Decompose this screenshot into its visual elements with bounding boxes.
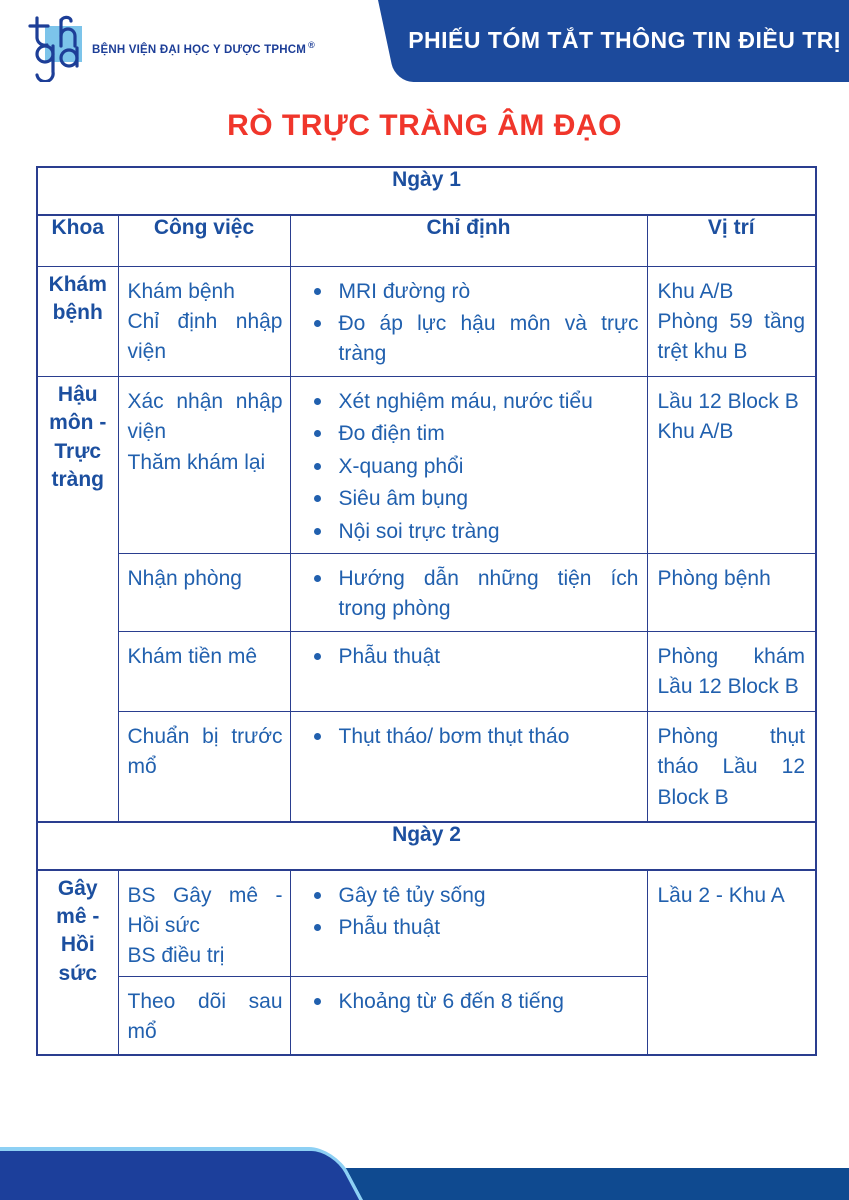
indication-text: X-quang phổi <box>338 454 464 478</box>
indication-text: Phẫu thuật <box>338 645 441 668</box>
bullet-icon <box>314 398 321 405</box>
location-cell <box>647 554 816 632</box>
tasks-cell <box>118 712 290 822</box>
list-item <box>309 419 639 449</box>
column-header-vi-tri: Vị trí <box>647 215 816 266</box>
task-line: Chỉ định nhập viện <box>127 309 283 364</box>
indication-text: Nội soi trực tràng <box>338 519 500 543</box>
bullet-icon <box>314 320 321 327</box>
list-item <box>309 564 639 625</box>
tasks-cell <box>118 554 290 632</box>
location-cell <box>647 712 816 822</box>
tasks-cell <box>118 632 290 712</box>
footer-left-accent-shape <box>0 1147 363 1200</box>
indication-text: Đo áp lực hậu môn và trực tràng <box>338 311 639 366</box>
location-line: Phòng thụt tháo Lầu 12 Block B <box>657 725 805 809</box>
task-line: Khám tiền mê <box>127 645 258 668</box>
list-item <box>309 484 639 514</box>
day-1-header-row <box>37 167 816 215</box>
bullet-icon <box>314 653 321 660</box>
list-item <box>309 517 639 547</box>
indications-cell <box>290 554 647 632</box>
task-line: BS điều trị <box>127 944 225 968</box>
indications-cell <box>290 376 647 553</box>
bullet-icon <box>314 528 321 535</box>
column-header-khoa: Khoa <box>37 215 118 266</box>
indication-text: Hướng dẫn những tiện ích trong phòng <box>338 567 639 621</box>
location-line: Phòng bệnh <box>657 567 771 590</box>
bullet-icon <box>314 575 321 582</box>
indication-text: Gây tê tủy sống <box>338 883 486 907</box>
bullet-icon <box>314 998 321 1005</box>
location-line: Lầu 2 - Khu A <box>657 883 785 907</box>
treatment-schedule-table <box>36 166 817 1056</box>
indications-cell <box>290 870 647 977</box>
column-header-cong-viec: Công việc <box>118 215 290 266</box>
location-cell <box>647 376 816 553</box>
task-line: Chuẩn bị trước mổ <box>127 725 283 779</box>
location-line: Lầu 12 Block B <box>657 389 799 413</box>
indications-cell <box>290 712 647 822</box>
indication-text: Siêu âm bụng <box>338 487 469 511</box>
bullet-icon <box>314 892 321 899</box>
day-1-label: Ngày 1 <box>37 167 816 215</box>
list-item <box>309 642 639 672</box>
task-line: BS Gây mê - Hồi sức <box>127 883 283 937</box>
list-item <box>309 387 639 417</box>
day-2-label: Ngày 2 <box>37 822 816 870</box>
table-row <box>37 554 816 632</box>
page-title: RÒ TRỰC TRÀNG ÂM ĐẠO <box>227 109 622 142</box>
location-cell <box>647 266 816 376</box>
indication-text: Thụt tháo/ bơm thụt tháo <box>338 725 570 748</box>
bullet-icon <box>314 733 321 740</box>
location-cell <box>647 870 816 1055</box>
table-row <box>37 712 816 822</box>
table-row <box>37 376 816 553</box>
column-header-row <box>37 215 816 266</box>
indications-cell <box>290 977 647 1055</box>
tasks-cell <box>118 266 290 376</box>
indication-text: Đo điện tim <box>338 422 445 446</box>
task-line: Xác nhận nhập viện <box>127 389 283 444</box>
hospital-name-text: BỆNH VIỆN ĐẠI HỌC Y DƯỢC TPHCM <box>92 44 307 56</box>
indication-text: Xét nghiệm máu, nước tiểu <box>338 389 593 413</box>
bullet-icon <box>314 463 321 470</box>
tasks-cell <box>118 376 290 553</box>
table-row <box>37 266 816 376</box>
bullet-icon <box>314 924 321 931</box>
tasks-cell <box>118 977 290 1055</box>
indications-cell <box>290 266 647 376</box>
bullet-icon <box>314 430 321 437</box>
bullet-icon <box>314 288 321 295</box>
list-item <box>309 913 639 943</box>
location-line: Phòng 59 tầng trệt khu B <box>657 309 805 364</box>
task-line: Theo dõi sau mổ <box>127 990 283 1044</box>
list-item <box>309 987 639 1017</box>
location-line: Phòng khám Lầu 12 Block B <box>657 645 805 699</box>
hospital-logo-icon <box>27 10 83 82</box>
indication-text: Khoảng từ 6 đến 8 tiếng <box>338 990 564 1013</box>
list-item <box>309 452 639 482</box>
indication-text: MRI đường rò <box>338 279 471 303</box>
list-item <box>309 722 639 752</box>
day-2-header-row <box>37 822 816 870</box>
indications-cell <box>290 632 647 712</box>
list-item <box>309 881 639 911</box>
task-line: Khám bệnh <box>127 279 235 303</box>
list-item <box>309 277 639 307</box>
department-hau-mon-truc-trang: Hậu môn - Trực tràng <box>37 376 118 821</box>
task-line: Nhận phòng <box>127 567 242 590</box>
banner-title: PHIẾU TÓM TẮT THÔNG TIN ĐIỀU TRỊ <box>408 26 841 53</box>
department-gay-me-hoi-suc: Gây mê - Hồi sức <box>37 870 118 1055</box>
tasks-cell <box>118 870 290 977</box>
table-row <box>37 632 816 712</box>
bullet-icon <box>314 495 321 502</box>
column-header-chi-dinh: Chỉ định <box>290 215 647 266</box>
registered-trademark-icon: ® <box>308 40 315 50</box>
hospital-name <box>92 40 315 56</box>
location-cell <box>647 632 816 712</box>
department-kham-benh: Khám bệnh <box>37 266 118 376</box>
location-line: Khu A/B <box>657 279 734 303</box>
task-line: Thăm khám lại <box>127 450 266 474</box>
location-line: Khu A/B <box>657 420 734 444</box>
list-item <box>309 309 639 370</box>
table-row <box>37 870 816 977</box>
indication-text: Phẫu thuật <box>338 915 441 939</box>
